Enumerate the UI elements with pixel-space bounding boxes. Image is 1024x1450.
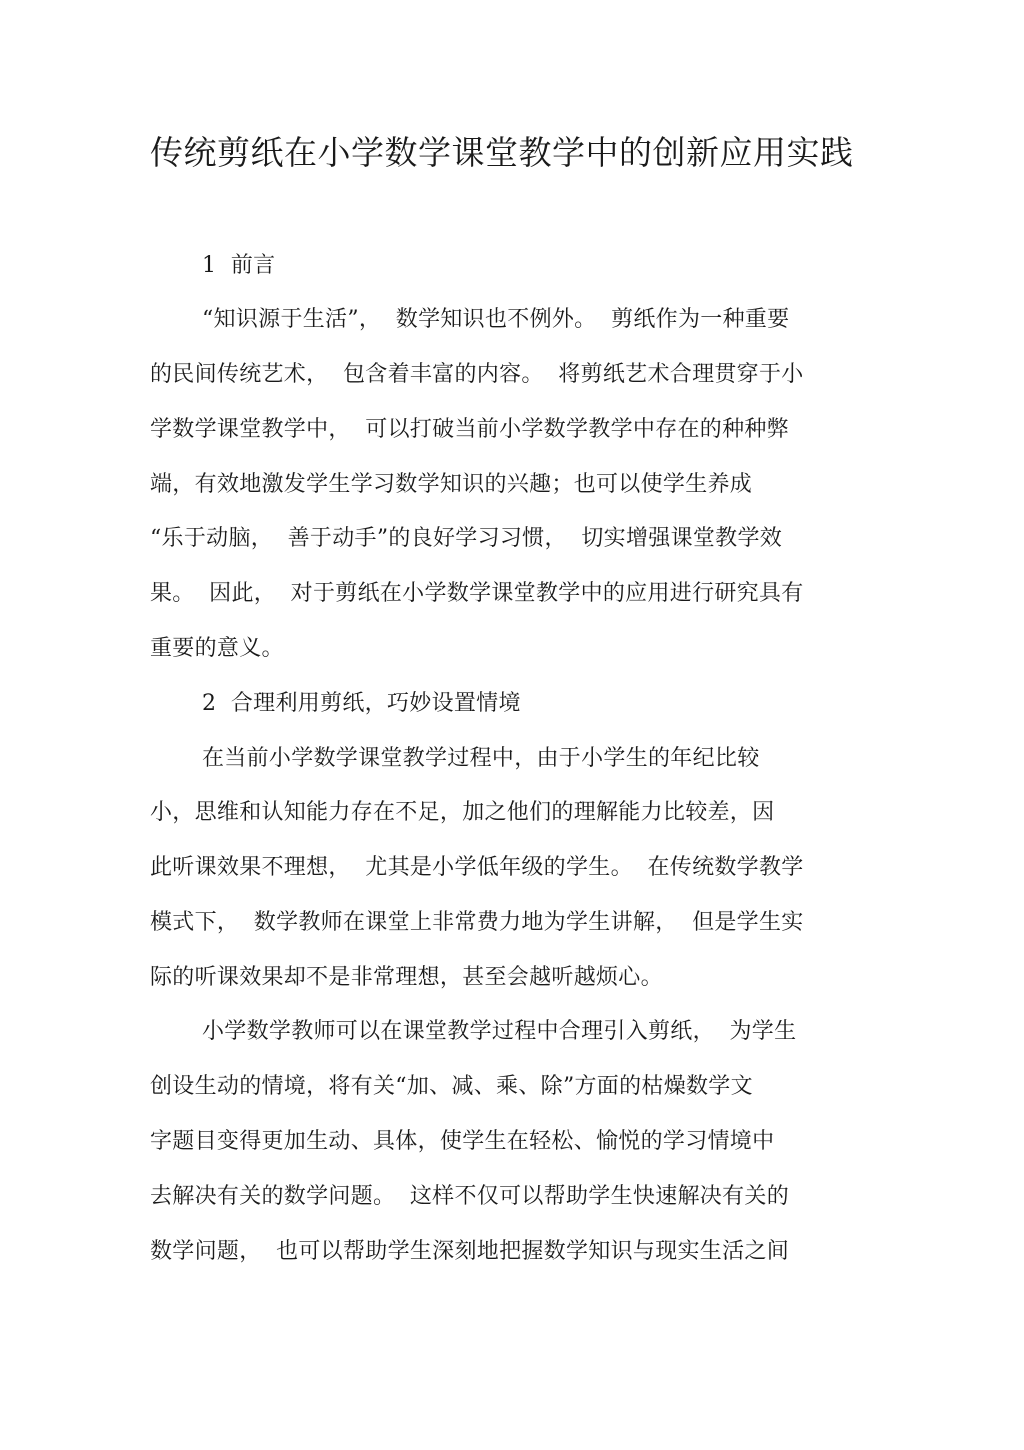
- paragraph-line: 的民间传统艺术， 包含着丰富的内容。 将剪纸艺术合理贯穿于小: [150, 362, 804, 387]
- paragraph-line: 学数学课堂教学中， 可以打破当前小学数学教学中存在的种种弊: [150, 417, 789, 442]
- paragraph-line: 果。 因此， 对于剪纸在小学数学课堂教学中的应用进行研究具有: [150, 581, 804, 606]
- paragraph-line: 重要的意义。: [150, 636, 284, 661]
- paragraph-line: 创设生动的情境，将有关“加、减、乘、除”方面的枯燥数学文: [150, 1074, 753, 1099]
- paragraph-line: “乐于动脑， 善于动手”的良好学习习惯， 切实增强课堂教学效: [150, 526, 783, 551]
- paragraph-line: 数学问题， 也可以帮助学生深刻地把握数学知识与现实生活之间: [150, 1239, 789, 1264]
- page-title: 传统剪纸在小学数学课堂教学中的创新应用实践: [150, 133, 854, 172]
- paragraph-line: 小学数学教师可以在课堂教学过程中合理引入剪纸， 为学生: [202, 1019, 797, 1044]
- section-heading-1: 1 前言: [202, 253, 276, 278]
- paragraph-line: 去解决有关的数学问题。 这样不仅可以帮助学生快速解决有关的: [150, 1184, 789, 1209]
- paragraph-line: 此听课效果不理想， 尤其是小学低年级的学生。 在传统数学教学: [150, 855, 804, 880]
- section-heading-2: 2 合理利用剪纸，巧妙设置情境: [202, 691, 521, 716]
- paragraph-line: “知识源于生活”， 数学知识也不例外。 剪纸作为一种重要: [202, 307, 790, 332]
- paragraph-line: 小，思维和认知能力存在不足，加之他们的理解能力比较差，因: [150, 800, 775, 825]
- paragraph-line: 在当前小学数学课堂教学过程中，由于小学生的年纪比较: [202, 746, 760, 771]
- paragraph-line: 际的听课效果却不是非常理想，甚至会越听越烦心。: [150, 965, 663, 990]
- paragraph-line: 模式下， 数学教师在课堂上非常费力地为学生讲解， 但是学生实: [150, 910, 804, 935]
- paragraph-line: 字题目变得更加生动、具体，使学生在轻松、愉悦的学习情境中: [150, 1129, 775, 1154]
- paragraph-line: 端，有效地激发学生学习数学知识的兴趣；也可以使学生养成: [150, 472, 753, 497]
